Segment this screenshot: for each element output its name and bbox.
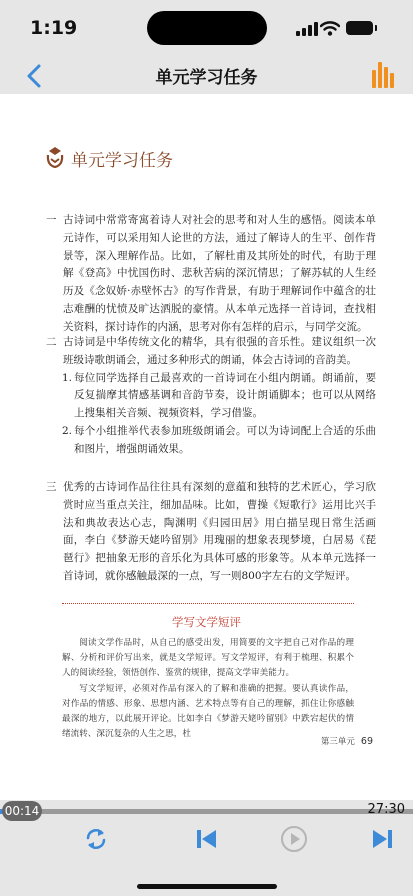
- home-indicator: [137, 884, 277, 889]
- textbook-page: [0, 94, 413, 800]
- task-number: 三: [46, 481, 57, 493]
- box-paragraph: 阅读文学作品时，从自己的感受出发，用简要的文字把自己对作品的理解、分析和评价写出来，就是文学短评。写文学短评，有利于梳理、积累个人的阅读经验，领悟创作、鉴赏的规律，提高文学审美能力。: [62, 638, 354, 679]
- box-paragraph: 写文学短评，必须对作品有深入的了解和准确的把握。要认真读作品，对作品的情感、形象、思想内涵、艺术特点等有自己的理解，抓住让你感触最深的地方，以此展开评论。比如李白《梦游天姥吟留别》中跌宕起伏的情绪流转、深沉复杂的人生之思，杜: [62, 683, 354, 740]
- audio-bars-icon[interactable]: [372, 62, 396, 88]
- sub-task-number: 2.: [62, 424, 73, 437]
- nav-title: 单元学习任务: [155, 68, 258, 88]
- cellular-signal-icon: [296, 22, 318, 36]
- status-bar: [0, 0, 413, 58]
- page-number: 69: [360, 736, 373, 747]
- nav-bar: [0, 58, 413, 94]
- sub-task-number: 1.: [62, 371, 73, 384]
- task-text: 优秀的古诗词作品往往具有深刻的意蕴和独特的艺术匠心，学习欣赏时应当重点关注，细加品味。比如，曹操《短歌行》运用比兴手法和典故表达心志，陶渊明《归园田居》用白描呈现日常生活画面，李白《梦游天姥吟留别》用瑰丽的想象表现梦境，白居易《琵琶行》把抽象无形的音乐化为具体可感的形象等。从本单元选择一首诗词，就你感触最深的一点，写一则800字左右的文学短评。: [63, 481, 376, 582]
- box-title: 学写文学短评: [172, 615, 241, 629]
- sub-task: [62, 370, 376, 423]
- wifi-icon: [320, 20, 340, 36]
- skip-next-icon[interactable]: [370, 826, 396, 852]
- progress-track[interactable]: [0, 809, 413, 814]
- battery-icon: [346, 21, 373, 35]
- task-number: 二: [46, 336, 57, 348]
- task-item: [46, 334, 376, 459]
- box-text: [62, 636, 354, 742]
- unit-label: 第三单元: [320, 737, 355, 747]
- task-text: 古诗词中常常寄寓着诗人对社会的思考和对人生的感悟。阅读本单元诗作，可以采用知人论世的方法，通过了解诗人的生平、创作背景等，深入理解作品。比如，了解杜甫及其所处的时代，有助于理解《登高》中忧国伤时、悲秋苦病的深沉情思；了解苏轼的人生经历及《念奴娇·赤壁怀古》的写作背景，有助于理解词作中蕴含的壮志难酬的忧愤及旷达洒脱的豪情。从本单元选择一首诗词，查找相关资料，探讨诗作的内涵，思考对你有怎样的启示，与同学交流。: [63, 214, 376, 333]
- sub-task-text: 每个小组推举代表参加班级朗诵会。可以为诗词配上合适的乐曲和图片，增强朗诵效果。: [74, 424, 376, 455]
- skip-previous-icon[interactable]: [193, 826, 219, 852]
- current-time: 00:14: [2, 801, 42, 821]
- status-time: 1:19: [30, 17, 78, 39]
- task-text: 古诗词是中华传统文化的精华，具有很强的音乐性。建议组织一次班级诗歌朗诵会，通过多种形式的朗诵，体会古诗词的音韵美。: [63, 336, 376, 366]
- dotted-divider: [62, 603, 354, 604]
- task-item: [46, 212, 376, 337]
- section-title: 单元学习任务: [71, 151, 173, 171]
- loop-icon[interactable]: [83, 826, 109, 852]
- play-icon[interactable]: [280, 825, 308, 853]
- section-logo-icon: [46, 146, 64, 168]
- dynamic-island: [147, 11, 267, 45]
- task-item: [46, 479, 376, 586]
- page-footer: [321, 735, 373, 747]
- sub-task-text: 每位同学选择自己最喜欢的一首诗词在小组内朗诵。朗诵前，要反复揣摩其情感基调和音韵节奏，设计朗诵脚本；也可以从网络上搜集相关音频、视频资料，学习借鉴。: [74, 371, 376, 420]
- sub-task: [62, 423, 376, 459]
- task-number: 一: [46, 214, 57, 226]
- audio-player: [0, 800, 413, 896]
- total-time: 27:30: [367, 802, 405, 817]
